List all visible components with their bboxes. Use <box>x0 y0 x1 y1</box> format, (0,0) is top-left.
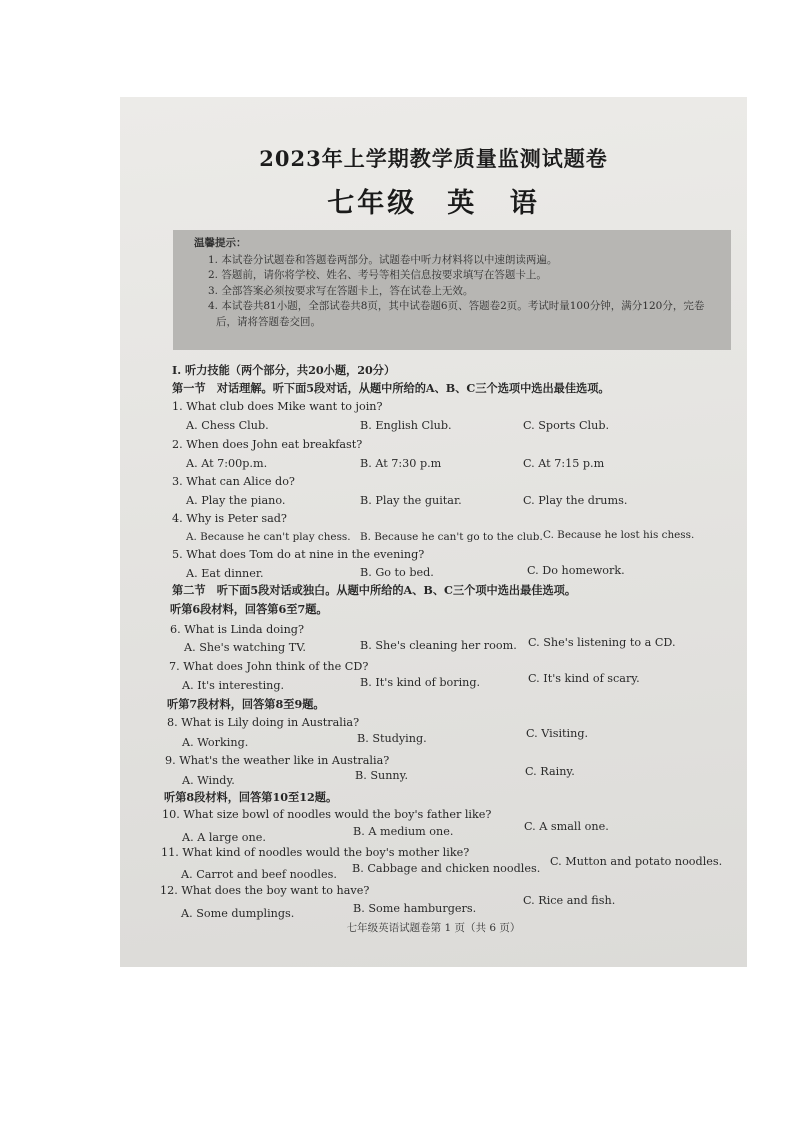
question-text: 4. Why is Peter sad? <box>172 512 287 525</box>
question-text: 11. What kind of noodles would the boy's mother like? <box>161 846 470 859</box>
option-c: C. Sports Club. <box>523 419 610 432</box>
option-c: C. Rainy. <box>525 765 575 778</box>
option-b: B. Sunny. <box>355 769 409 782</box>
question-text: 2. When does John eat breakfast? <box>172 438 363 451</box>
option-a: A. It's interesting. <box>182 679 285 692</box>
notice-item: 1. 本试卷分试题卷和答题卷两部分。试题卷中听力材料将以中速朗读两遍。 <box>208 253 558 266</box>
question-text: 8. What is Lily doing in Australia? <box>167 716 360 729</box>
question-text: 3. What can Alice do? <box>172 475 295 488</box>
question-text: 9. What's the weather like in Australia? <box>165 754 390 767</box>
option-c: C. Visiting. <box>526 727 589 740</box>
question-text: 6. What is Linda doing? <box>170 623 304 636</box>
option-a: A. A large one. <box>182 831 266 844</box>
notice-item: 2. 答题前，请你将学校、姓名、考号等相关信息按要求填写在答题卡上。 <box>208 269 547 282</box>
option-a: A. She's watching TV. <box>184 641 306 654</box>
option-c: C. Rice and fish. <box>523 894 616 907</box>
part2-instruction: 第二节 听下面5段对话或独白。从题中所给的A、B、C三个项中选出最佳选项。 <box>172 583 577 597</box>
question-text: 1. What club does Mike want to join? <box>172 400 383 413</box>
option-a: A. Some dumplings. <box>181 907 295 920</box>
part1-instruction: 第一节 对话理解。听下面5段对话，从题中所给的A、B、C三个选项中选出最佳选项。 <box>172 381 610 395</box>
question-text: 10. What size bowl of noodles would the boy's father like? <box>162 808 492 821</box>
option-b: B. She's cleaning her room. <box>360 639 517 652</box>
section-heading: I. 听力技能（两个部分，共20小题，20分） <box>172 363 396 377</box>
option-a: A. Windy. <box>182 774 235 787</box>
option-b: B. Play the guitar. <box>360 494 462 507</box>
notice-title: 温馨提示： <box>194 237 247 249</box>
material-7-label: 听第7段材料，回答第8至9题。 <box>167 697 325 711</box>
option-c: C. Play the drums. <box>523 494 628 507</box>
notice-item: 3. 全部答案必须按要求写在答题卡上，答在试卷上无效。 <box>208 284 474 297</box>
option-c: C. Because he lost his chess. <box>543 529 695 541</box>
option-b: B. At 7:30 p.m <box>360 457 442 470</box>
option-a: A. Working. <box>182 736 249 749</box>
question-text: 12. What does the boy want to have? <box>160 884 370 897</box>
notice-item: 4. 本试卷共81小题，全部试卷共8页，其中试卷题6页、答题卷2页。考试时量100分钟，满分120分，完卷后，请将答题卷交回。 <box>208 300 705 328</box>
question-text: 7. What does John think of the CD? <box>169 660 369 673</box>
exam-page <box>120 97 747 967</box>
option-a: A. Eat dinner. <box>186 567 264 580</box>
option-a: A. Because he can't play chess. <box>186 531 351 543</box>
material-8-label: 听第8段材料，回答第10至12题。 <box>164 790 338 804</box>
option-c: C. She's listening to a CD. <box>528 636 676 649</box>
option-c: C. Mutton and potato noodles. <box>550 855 723 868</box>
option-b: B. It's kind of boring. <box>360 676 481 689</box>
option-c: C. Do homework. <box>527 564 625 577</box>
exam-subtitle: 七年级 英 语 <box>327 188 540 219</box>
option-b: B. Cabbage and chicken noodles. <box>352 862 541 875</box>
option-c: C. A small one. <box>524 820 609 833</box>
option-c: C. It's kind of scary. <box>528 672 640 685</box>
option-b: B. A medium one. <box>353 825 454 838</box>
page-footer: 七年级英语试题卷第 1 页（共 6 页） <box>346 922 521 934</box>
material-6-label: 听第6段材料，回答第6至7题。 <box>170 602 328 616</box>
exam-title: 2023年上学期教学质量监测试题卷 <box>259 146 608 171</box>
option-a: A. Chess Club. <box>186 419 269 432</box>
option-b: B. Because he can't go to the club. <box>360 531 543 543</box>
option-b: B. English Club. <box>360 419 452 432</box>
question-text: 5. What does Tom do at nine in the evening? <box>172 548 425 561</box>
option-b: B. Some hamburgers. <box>353 902 477 915</box>
option-a: A. Play the piano. <box>186 494 286 507</box>
option-b: B. Go to bed. <box>360 566 434 579</box>
option-a: A. At 7:00p.m. <box>186 457 268 470</box>
option-a: A. Carrot and beef noodles. <box>181 868 337 881</box>
option-c: C. At 7:15 p.m <box>523 457 605 470</box>
option-b: B. Studying. <box>357 732 427 745</box>
notice-box <box>173 230 731 350</box>
